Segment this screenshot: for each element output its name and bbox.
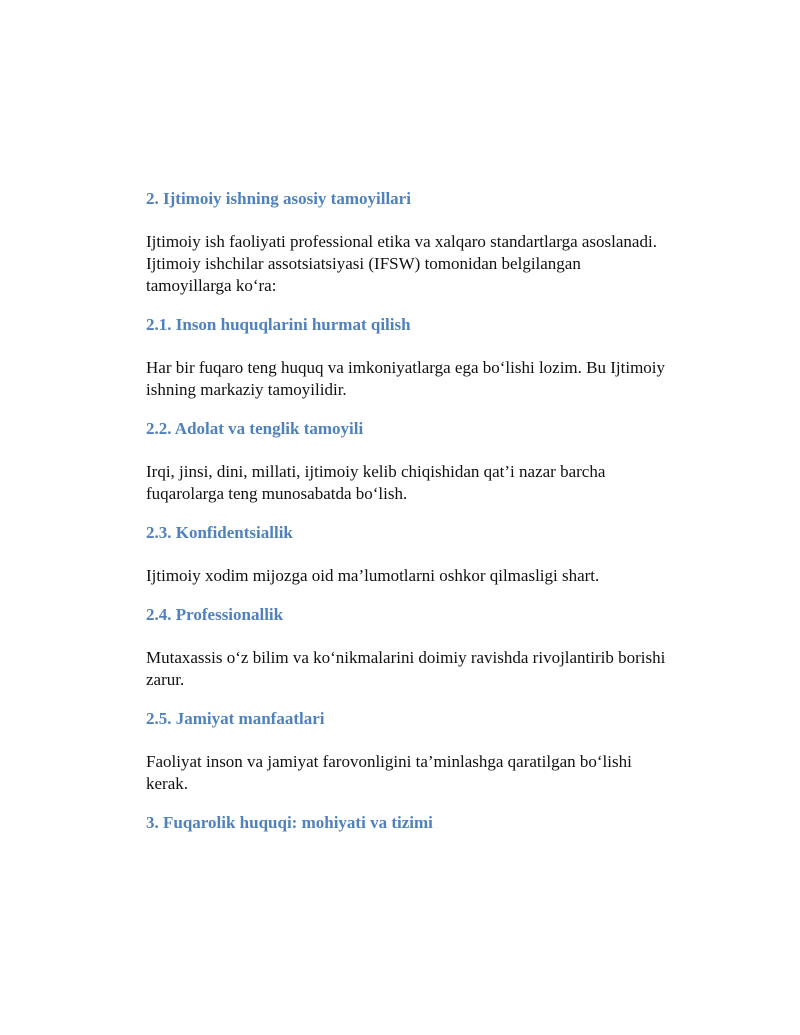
section-heading: 2. Ijtimoiy ishning asosiy tamoyillari [146,189,411,208]
section-heading: 2.4. Professionallik [146,605,284,624]
section-paragraph: Ijtimoiy xodim mijozga oid ma’lumotlarni oshkor qilmasligi shart. [146,566,600,585]
section-heading: 2.5. Jamiyat manfaatlari [146,709,325,728]
section-heading: 2.2. Adolat va tenglik tamoyili [146,419,364,438]
section-paragraph: Irqi, jinsi, dini, millati, ijtimoiy kelib chiqishidan qat’i nazar barcha fuqarolarga teng munosabatda boʻlish. [146,462,606,503]
section-heading: 2.1. Inson huquqlarini hurmat qilish [146,315,411,334]
document-content [146,187,666,835]
section-paragraph: Mutaxassis oʻz bilim va koʻnikmalarini doimiy ravishda rivojlantirib borishi zarur. [146,648,666,689]
section-paragraph: Faoliyat inson va jamiyat farovonligini ta’minlashga qaratilgan boʻlishi kerak. [146,752,632,793]
section-paragraph: Har bir fuqaro teng huquq va imkoniyatlarga ega boʻlishi lozim. Bu Ijtimoiy ishning markaziy tamoyilidir. [146,358,666,399]
section-heading: 2.3. Konfidentsiallik [146,523,293,542]
section-heading: 3. Fuqarolik huquqi: mohiyati va tizimi [146,813,433,832]
section-paragraph: Ijtimoiy ish faoliyati professional etika va xalqaro standartlarga asoslanadi. Ijtimoiy ishchilar assotsiatsiyasi (IFSW) tomonidan belgilangan tamoyillarga koʻra: [146,232,657,295]
